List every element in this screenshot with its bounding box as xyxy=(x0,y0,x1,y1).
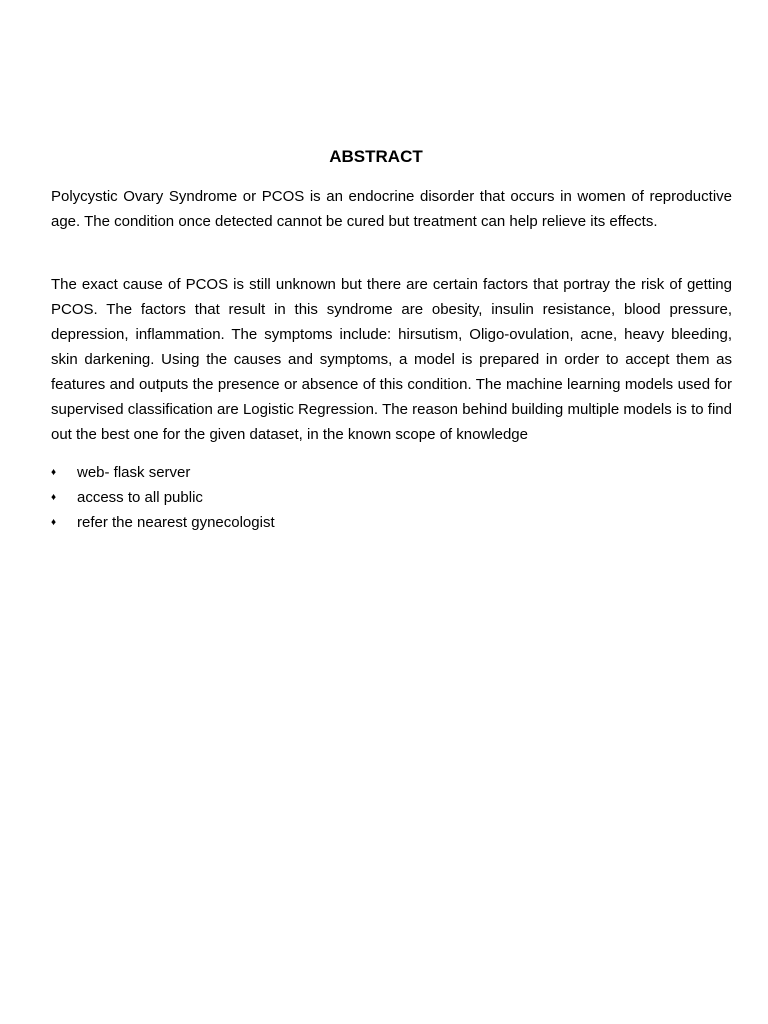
abstract-paragraph-1: Polycystic Ovary Syndrome or PCOS is an endocrine disorder that occurs in women of reproductive age. The condition once detected cannot be cured but treatment can help relieve its effects. xyxy=(51,188,732,230)
bullet-item-text: access to all public xyxy=(77,489,203,506)
bullet-item xyxy=(51,485,732,510)
diamond-bullet-icon: ♦ xyxy=(51,517,57,528)
bullet-item-text: refer the nearest gynecologist xyxy=(77,514,275,531)
diamond-bullet-icon: ♦ xyxy=(51,492,57,503)
bullet-item xyxy=(51,460,732,485)
bullet-item-text: web- flask server xyxy=(77,464,191,481)
bullet-item xyxy=(51,510,732,535)
feature-bullet-list xyxy=(51,460,732,535)
diamond-bullet-icon: ♦ xyxy=(51,467,57,478)
abstract-paragraph-2: The exact cause of PCOS is still unknown but there are certain factors that portray the risk of getting PCOS. The factors that result in this syndrome are obesity, insulin resistance, blood pressure, depression, inflammation. The symptoms include: hirsutism, Oligo-ovulation, acne, heavy bleeding, skin darkening. Using the causes and symptoms, a model is prepared in order to accept them as features and outputs the presence or absence of this condition. The machine learning models used for supervised classification are Logistic Regression. The reason behind building multiple models is to find out the best one for the given dataset, in the known scope of knowledge xyxy=(51,276,732,443)
abstract-heading: ABSTRACT xyxy=(329,147,423,166)
